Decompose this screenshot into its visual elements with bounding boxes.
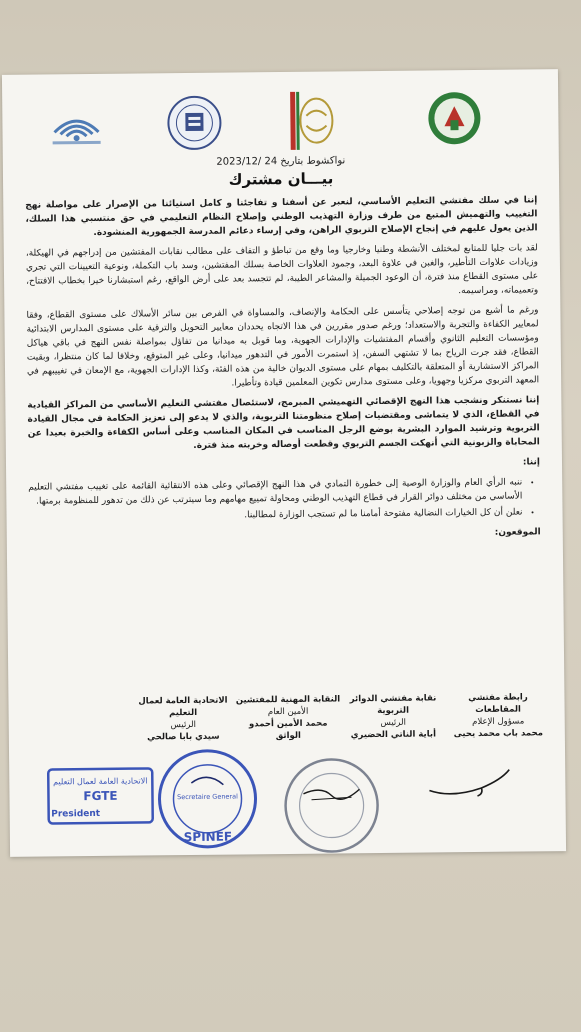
signatory-role: الأمين العام: [267, 706, 309, 718]
signatories-heading: الموقعون:: [494, 527, 541, 538]
conclusion-list: [28, 475, 540, 524]
grey-round-stamp: [281, 755, 382, 860]
document-date: نواكشوط بتاريخ 24 /2023/12: [216, 155, 346, 168]
handwritten-signature: [421, 764, 521, 809]
signatory-org: الاتحادية العامة لعمال التعليم: [138, 695, 228, 719]
signatory-column: [130, 695, 235, 744]
signatory-org: النقابة المهنية للمفتشين: [235, 694, 341, 706]
conclusion-item: • ننبه الرأي العام والوزارة الوصية إلى خطورة التمادي في هذا النهج الإقصائي وعلى هذه الانتقائية القائمة على تغييب مفتشي التعليم الأساسي من مختلف دوائر القرار في قطاع التهذيب الوطني ومحاولة تمييع مهامهم وما سيترتب عن ذلك من تدهور للمنظومة برمتها.: [28, 476, 522, 509]
signatory-org: رابطة مفتشي المقاطعات: [468, 692, 528, 716]
signatory-name: محمد الأمين أحمدو الواثق: [248, 718, 328, 742]
fgte-stamp-role: President: [51, 808, 101, 820]
paragraph-condemnation: إننا نستنكر ونشجب هذا النهج الإقصائي التهميشي المبرمج، لاستئصال مفتشي التعليم الأساسي من المراكز القيادية في القطاع، الذي لا يتماشى ومقتضيات إصلاح منظومتنا التربوية، والذي لا يدعو إلى تعزيز الحكامة في مجال القيادة التربوية وترشيد الموارد البشرية بوضع الرجل المناسب في المكان المناسب وعلى أساس الكفاءة والخبرة بعيدا عن المحاباة والزبونية التي أنهكت الجسم التربوي وقطعت أوصاله وخربته منذ فترة.: [27, 395, 540, 451]
spinef-stamp: [155, 746, 260, 855]
conclusion-item: • نعلن أن كل الخيارات النضالية مفتوحة أمامنا ما لم تستجب الوزارة لمطالبنا.: [28, 506, 522, 525]
union-logo-round: [166, 95, 223, 156]
paragraph-intro: إننا في سلك مفتشي التعليم الأساسي، لنعبر عن أسفنا و تفاجئنا و كامل استيائنا من الإصرار على مواصلة نهج التغييب والتهميش المتبع من طرف وزارة التهذيب الوطني وإصلاح النظام التعليمي في حق منتسبي هذا السلك، الذين يعول عليهم في إنجاح الإصلاح التربوي الراهن، وفي إرساء دعائم المدرسة الجمهورية المنشودة.: [25, 195, 538, 238]
signatory-name: محمد باب محمد يحيى: [453, 728, 543, 740]
paragraph-grievances: لقد بات جليا للمتابع لمختلف الأنشطة وطنيا وخارجيا وما وقع من تباطؤ و التفاف على مطالب نقابات المفتشين من إدراجهم في الهيكلة، وزيادات علاوات التأطير، والغبن في علاوة البعد، وجمود العلاوات الخاصة بسلك المفتشين، وسد باب التكملة، ونوعية التعيينات التي تجري على مستوى القطاع منذ فترة، أن الوعود الجميلة والمشاعر الطيبة، لم تتجسد بعد على أرض الواقع، رغم استبشارنا خيرا بخطاب الافتتاح، وتعميماته، ومراسيمه.: [25, 243, 539, 297]
signature-block: [24, 691, 552, 846]
signatory-name: أباية الناتي الحضيري: [350, 729, 437, 741]
union-logo-waves: [46, 104, 106, 151]
logo-row: [2, 85, 559, 161]
signatory-role: مسؤول الإعلام: [472, 716, 525, 728]
spinef-stamp-role: Secretaire General: [177, 792, 238, 802]
document-page: [2, 69, 566, 857]
signatory-column: [235, 693, 340, 742]
signatory-column: [445, 691, 550, 740]
union-logo-green: [426, 90, 483, 151]
signatory-org: نقابة مفتشي الدوائر التربوية: [349, 693, 437, 717]
union-logo-calligraphy: [286, 87, 337, 158]
signatory-role: الرئيس: [380, 717, 406, 729]
fgte-stamp-code: FGTE: [83, 788, 118, 804]
spinef-stamp-code: SPINEF: [183, 829, 233, 845]
paragraph-reform: ورغم ما أشيع من توجه إصلاحي يتأسس على الحكامة والإنصاف، والمساواة في الفرص بين سائر الأسلاك على مستوى القطاع، وفقا لمعايير الكفاءة والتجربة والاستعداد؛ ورغم صدور مقررين في هذا الاتجاه يحددان معايير التحويل والترقية على مستوى المدارس الابتدائية ومؤسسات التعليم الثانوي وأقسام المفتشيات والإدارات الجهوية، وما قوبل به ميدانيا من تفاؤل بمواصلة نفس النهج في باقي هياكل القطاع، فقد جرت الرياح بما لا تشتهي السفن، إذ استمرت الأمور في التدهور ميدانيا، وعلى غير المتوقع، وخلافا لما كان منتظرا، وبقيت المراكز الاستشارية أو المتعلقة بالتكليف بمهام على مستوى الديوان خالية من هذه الفئة، وكذا الإدارات الجهوية، مع الإمعان في تغييبهم في المعهد التربوي مركزيا وجهويا، وعلى مستوى مدارس تكوين المعلمين قيادة وتأطيرا.: [26, 305, 540, 389]
signatory-column: [340, 692, 445, 741]
fgte-stamp: [45, 765, 156, 830]
statement-body: [25, 193, 541, 550]
signatory-name: سيدي بابا صالحي: [147, 731, 220, 743]
signatory-role: الرئيس: [170, 719, 196, 731]
document-title: بيـــان مشترك: [228, 169, 334, 189]
conclusion-heading: إننا:: [522, 457, 541, 468]
fgte-stamp-line: الاتحادية العامة لعمال التعليم: [53, 776, 148, 787]
